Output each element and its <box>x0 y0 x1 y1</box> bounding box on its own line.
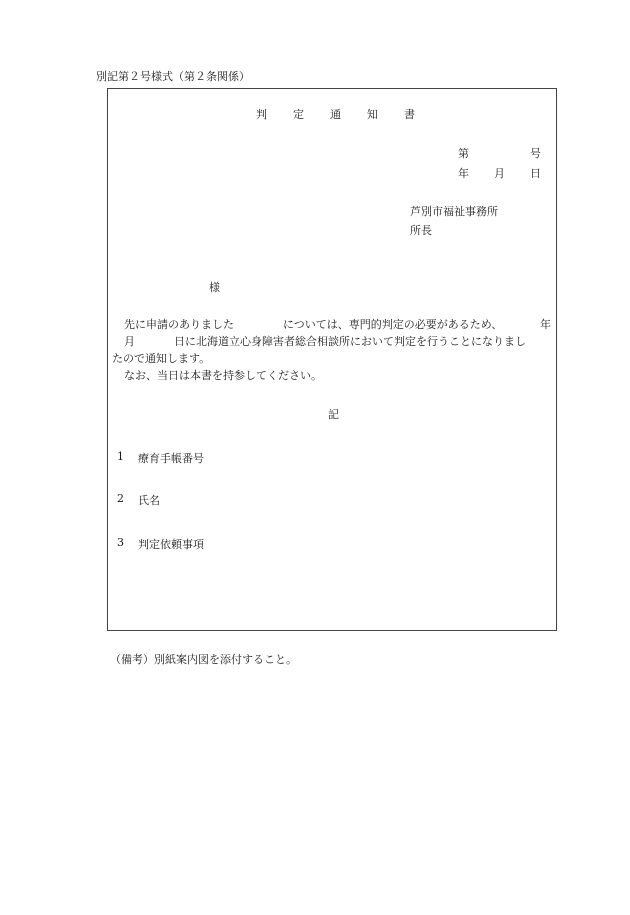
form-label: 別記第２号様式（第２条関係） <box>96 70 250 83</box>
recipient-suffix: 様 <box>209 281 220 294</box>
title-char: 書 <box>404 108 415 121</box>
body-line2-month: 月 <box>124 335 135 348</box>
body-line1-year: 年 <box>540 318 551 331</box>
date-year: 年 <box>458 167 469 180</box>
body-line3: たので通知します。 <box>112 352 211 365</box>
body-line1-a: 先に申請のありました <box>124 318 234 331</box>
body-line1-b: については、専門的判定の必要があるため、 <box>283 318 503 331</box>
date-day: 日 <box>530 167 541 180</box>
footer-note: （備考）別紙案内図を添付すること。 <box>110 653 297 666</box>
item-label: 判定依頼事項 <box>138 538 204 551</box>
title-char: 定 <box>293 108 304 121</box>
sender-office: 芦別市福祉事務所 <box>410 205 498 218</box>
item-label: 氏名 <box>138 494 160 507</box>
title-char: 知 <box>367 108 378 121</box>
date-month: 月 <box>494 167 505 180</box>
item-number: 3 <box>117 536 124 549</box>
number-line-prefix: 第 <box>458 147 469 160</box>
ki-label: 記 <box>328 408 339 421</box>
title-char: 判 <box>256 108 267 121</box>
sender-title: 所長 <box>410 224 432 237</box>
number-line-suffix: 号 <box>530 147 541 160</box>
item-number: 2 <box>117 492 124 505</box>
item-number: 1 <box>117 450 124 463</box>
title-char: 通 <box>330 108 341 121</box>
body-line2-rest: 日に北海道立心身障害者総合相談所において判定を行うことになりまし <box>174 335 526 348</box>
body-line4: なお、当日は本書を持参してください。 <box>124 369 322 382</box>
item-label: 療育手帳番号 <box>138 452 204 465</box>
